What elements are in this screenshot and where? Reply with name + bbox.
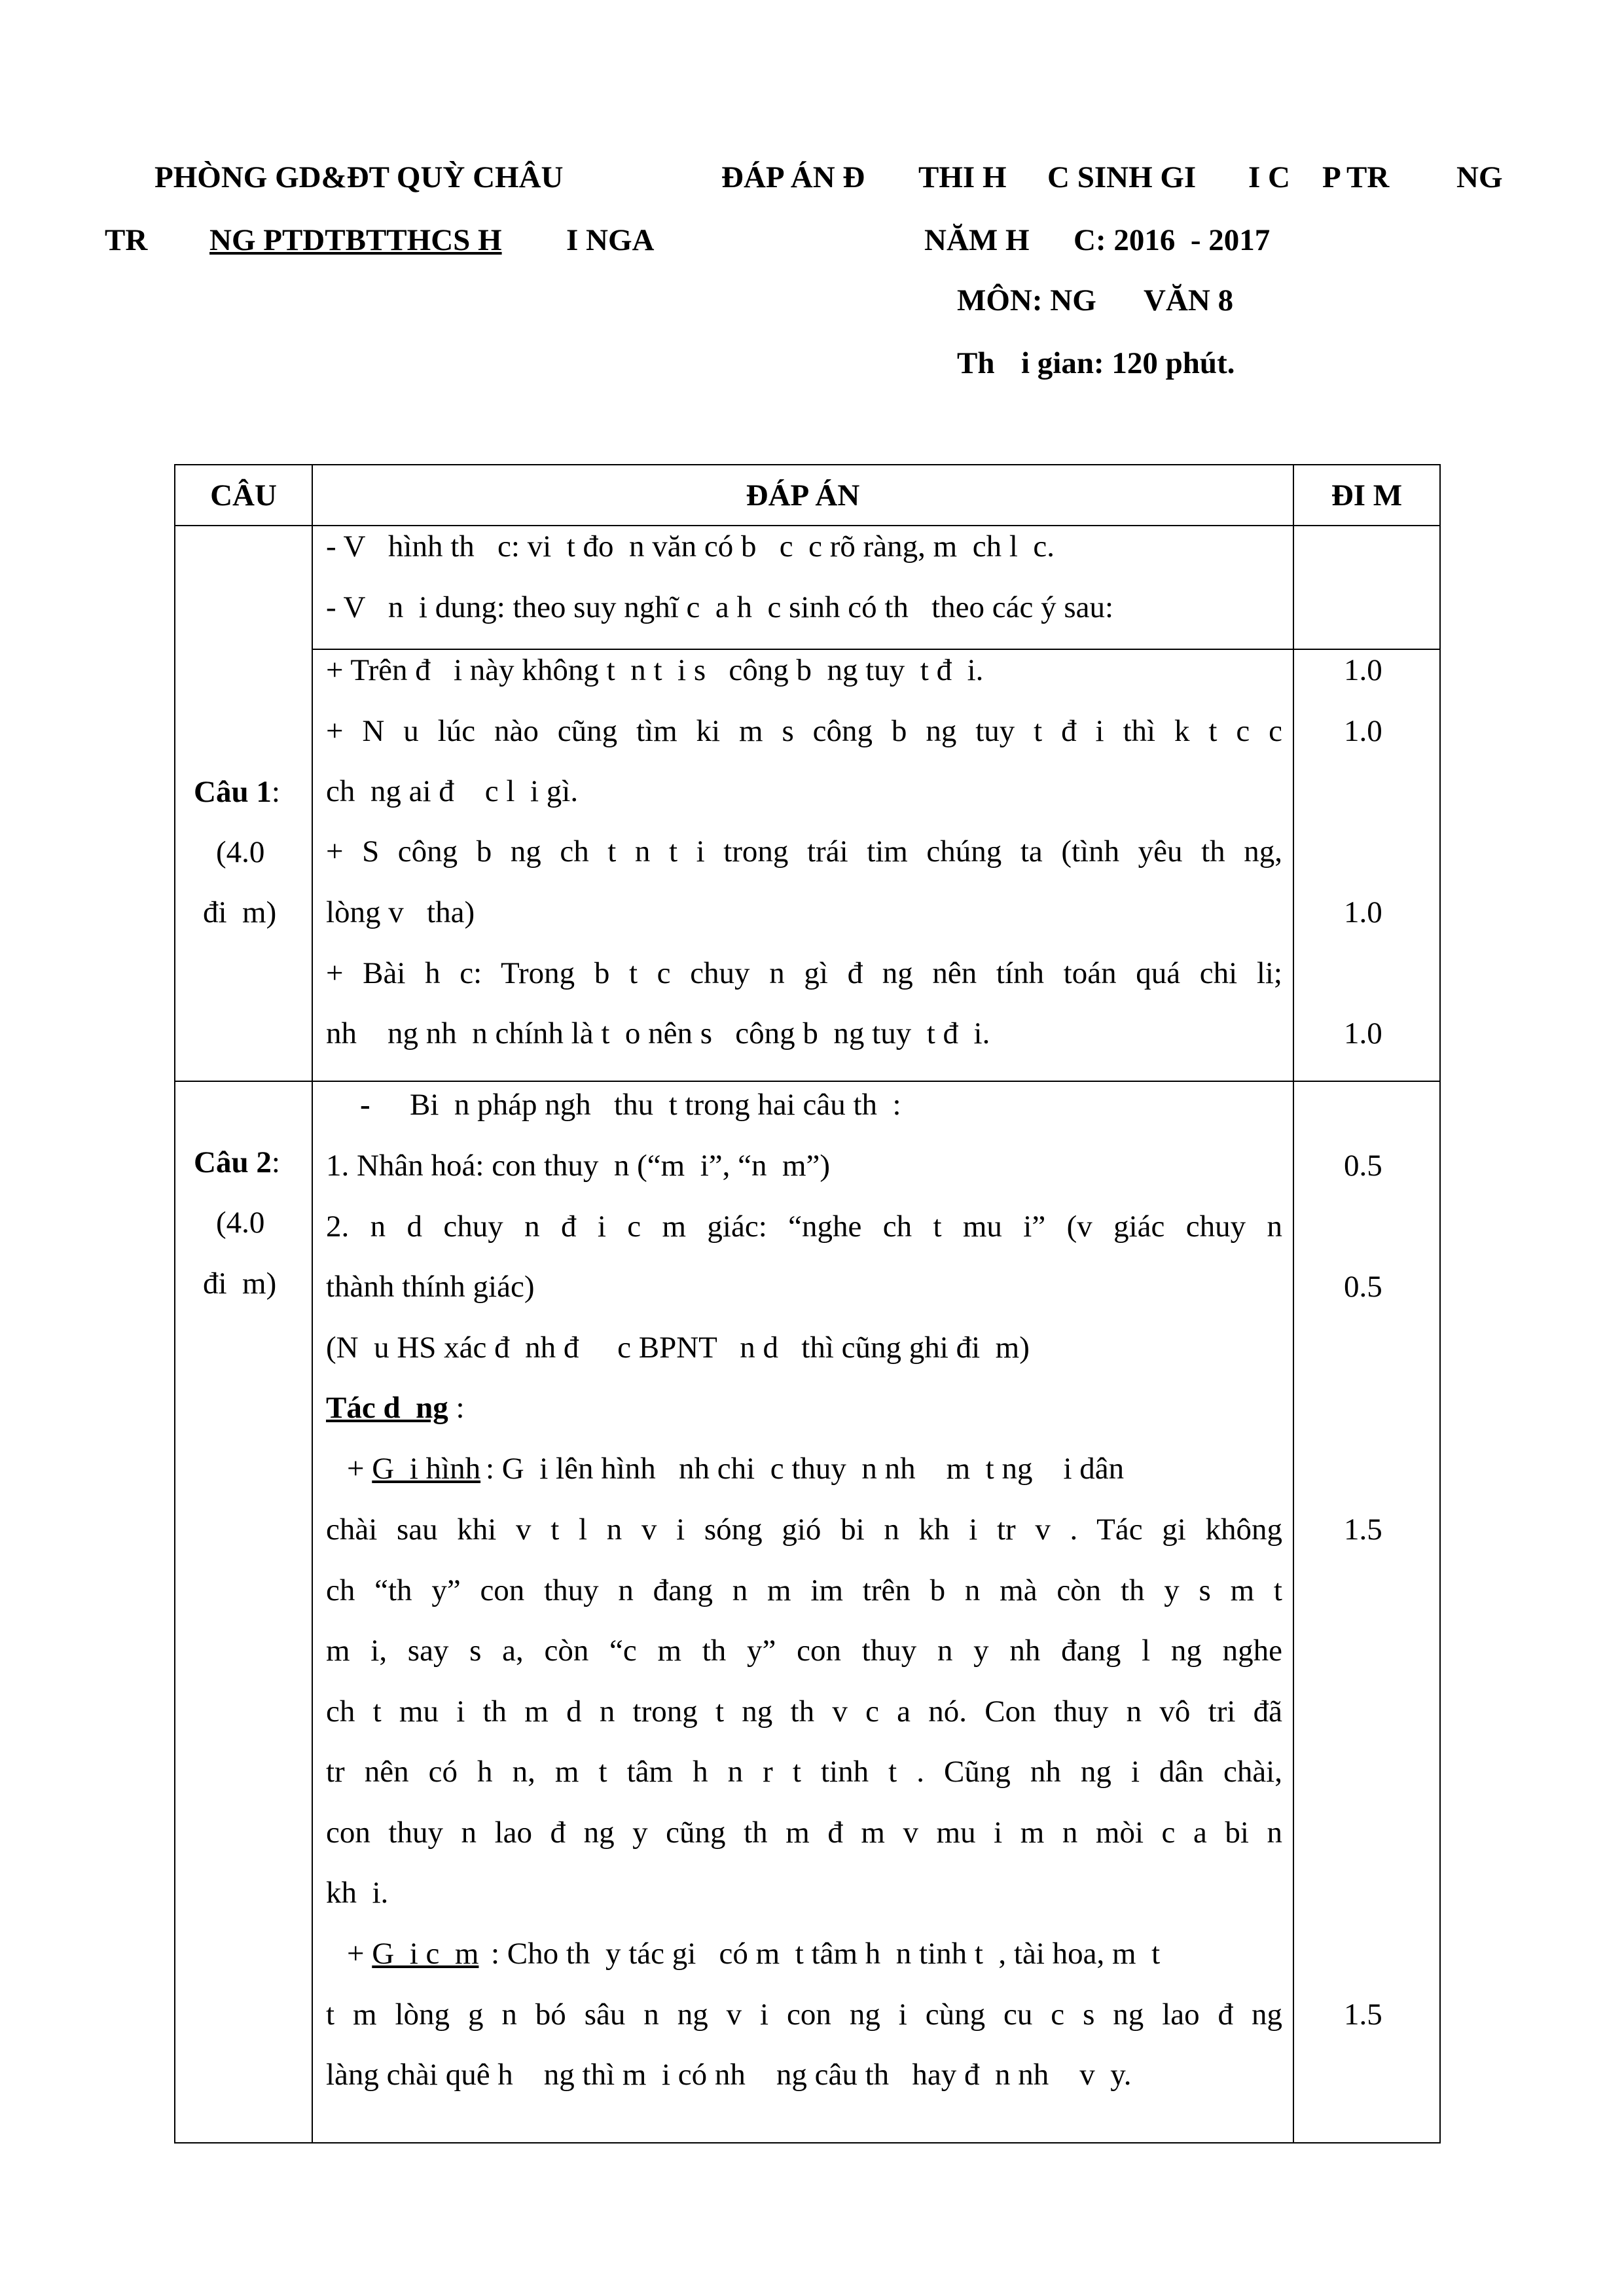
q2-line: 2. n d chuy n đ i c m giác: “nghe ch t mu i” (v giác chuy n (326, 1210, 1282, 1244)
q1-score: 1.0 (1344, 714, 1382, 748)
q2-row (175, 1081, 1440, 2143)
q1-line: lòng v tha) (326, 895, 475, 929)
q2-line: : Cho th y tác gi có m t tâm h n tinh t , tài hoa, m t (491, 1937, 1161, 1971)
school-name-c: I NGA (566, 223, 655, 257)
q2-line: con thuy n lao đ ng y cũng th m đ m v mu i m n mòi c a bi n (326, 1816, 1282, 1850)
q1-intro-line: - V hình th c: vi t đo n văn có b c c rõ ràng, m ch l c. (326, 529, 1055, 564)
q2-line: thành thính giác) (326, 1270, 535, 1304)
subject-a: MÔN: NG (957, 283, 1096, 317)
header-cau: CÂU (175, 465, 312, 526)
q1-score: 1.0 (1344, 1016, 1382, 1050)
q1-score-cell (1293, 649, 1440, 1081)
q2-score: 0.5 (1344, 1270, 1382, 1304)
q2-line: chài sau khi v t l n v i sóng gió bi n kh i tr v . Tác gi không (326, 1513, 1282, 1547)
duration-b: i gian: 120 phút. (1021, 346, 1235, 380)
doc-title-d: I C (1248, 160, 1290, 194)
q2-score-cell (1293, 1081, 1440, 2143)
q2-line: ch t mu i th m d n trong t ng th v c a nó. Con thuy n vô tri đã (326, 1695, 1282, 1729)
q1-line: + S công b ng ch t n t i trong trái tim chúng ta (tình yêu th ng, (326, 834, 1282, 869)
header-diem: ĐI M (1293, 465, 1440, 526)
q1-label-cell (175, 526, 312, 1081)
school-name-b: NG PTDTBTTHCS H (209, 223, 502, 257)
table-header-row (175, 465, 1440, 526)
q1-points: (4.0 (216, 835, 265, 869)
q1-intro-score-cell (1293, 526, 1440, 649)
q2-label-colon: : (271, 1145, 280, 1179)
duration-a: Th (957, 346, 995, 380)
doc-title-b: THI H (918, 160, 1007, 194)
q2-line: kh i. (326, 1876, 389, 1910)
q1-content-row (175, 649, 1440, 1081)
q2-goi-cam: G i c m (372, 1937, 479, 1971)
answer-table (174, 464, 1441, 2144)
q1-line: + Trên đ i này không t n t i s công b ng tuy t đ i. (326, 653, 984, 687)
q2-points: (4.0 (216, 1206, 265, 1240)
doc-title-e: P TR (1322, 160, 1390, 194)
q2-effect-heading: Tác d ng (326, 1391, 448, 1425)
q1-intro-row (175, 526, 1440, 649)
q2-line: tr nên có h n, m t tâm h n r t tinh t . Cũng nh ng i dân chài, (326, 1755, 1282, 1789)
q2-line: : G i lên hình nh chi c thuy n nh m t ng i dân (486, 1452, 1125, 1486)
q2-line: Bi n pháp ngh thu t trong hai câu th : (410, 1088, 901, 1122)
q2-score: 0.5 (1344, 1149, 1382, 1183)
q1-score: 1.0 (1344, 895, 1382, 929)
school-year-a: NĂM H (924, 223, 1030, 257)
q2-line: m i, say s a, còn “c m th y” con thuy n y nh đang l ng nghe (326, 1634, 1282, 1668)
q1-line: + N u lúc nào cũng tìm ki m s công b ng tuy t đ i thì k t c c (326, 714, 1282, 748)
q2-goi-hinh: G i hình (372, 1452, 481, 1486)
q1-intro-cell (312, 526, 1293, 649)
q1-line: ch ng ai đ c l i gì. (326, 774, 579, 808)
school-name-a: TR (105, 223, 148, 257)
doc-title-a: ĐÁP ÁN Đ (721, 160, 865, 194)
q2-line: làng chài quê h ng thì m i có nh ng câu th hay đ n nh v y. (326, 2058, 1132, 2092)
subject-b: VĂN 8 (1144, 283, 1234, 317)
q2-bullet: + (347, 1452, 372, 1486)
school-year-b: C: 2016 - 2017 (1074, 223, 1271, 257)
q1-intro-line: - V n i dung: theo suy nghĩ c a h c sinh có th theo các ý sau: (326, 590, 1114, 624)
q2-label: Câu 2 (194, 1145, 272, 1179)
q2-line: (N u HS xác đ nh đ c BPNT n d thì cũng ghi đi m) (326, 1331, 1030, 1365)
q2-content-cell (312, 1081, 1293, 2143)
q1-score: 1.0 (1344, 653, 1382, 687)
q2-effect-colon: : (448, 1391, 465, 1425)
q1-line: + Bài h c: Trong b t c chuy n gì đ ng nên tính toán quá chi li; (326, 956, 1282, 990)
q1-points-unit: đi m) (203, 895, 277, 929)
q2-line: 1. Nhân hoá: con thuy n (“m i”, “n m”) (326, 1149, 831, 1183)
q2-label-cell (175, 1081, 312, 2143)
q1-content-cell (312, 649, 1293, 1081)
doc-title-c: C SINH GI (1047, 160, 1197, 194)
q2-line-dash: - (360, 1088, 370, 1122)
doc-title-f: NG (1456, 160, 1503, 194)
q2-score: 1.5 (1344, 1513, 1382, 1547)
q2-score: 1.5 (1344, 1998, 1382, 2032)
q2-line: ch “th y” con thuy n đang n m im trên b n mà còn th y s m t (326, 1573, 1282, 1607)
q2-points-unit: đi m) (203, 1266, 277, 1300)
q2-line: t m lòng g n bó sâu n ng v i con ng i cùng cu c s ng lao đ ng (326, 1998, 1282, 2032)
q1-label: Câu 1 (194, 775, 272, 809)
school-department: PHÒNG GD&ĐT QUỲ CHÂU (154, 160, 564, 194)
q2-bullet: + (347, 1937, 372, 1971)
q1-line: nh ng nh n chính là t o nên s công b ng tuy t đ i. (326, 1016, 990, 1050)
header-dap-an: ĐÁP ÁN (312, 465, 1293, 526)
q1-label-colon: : (271, 775, 280, 809)
